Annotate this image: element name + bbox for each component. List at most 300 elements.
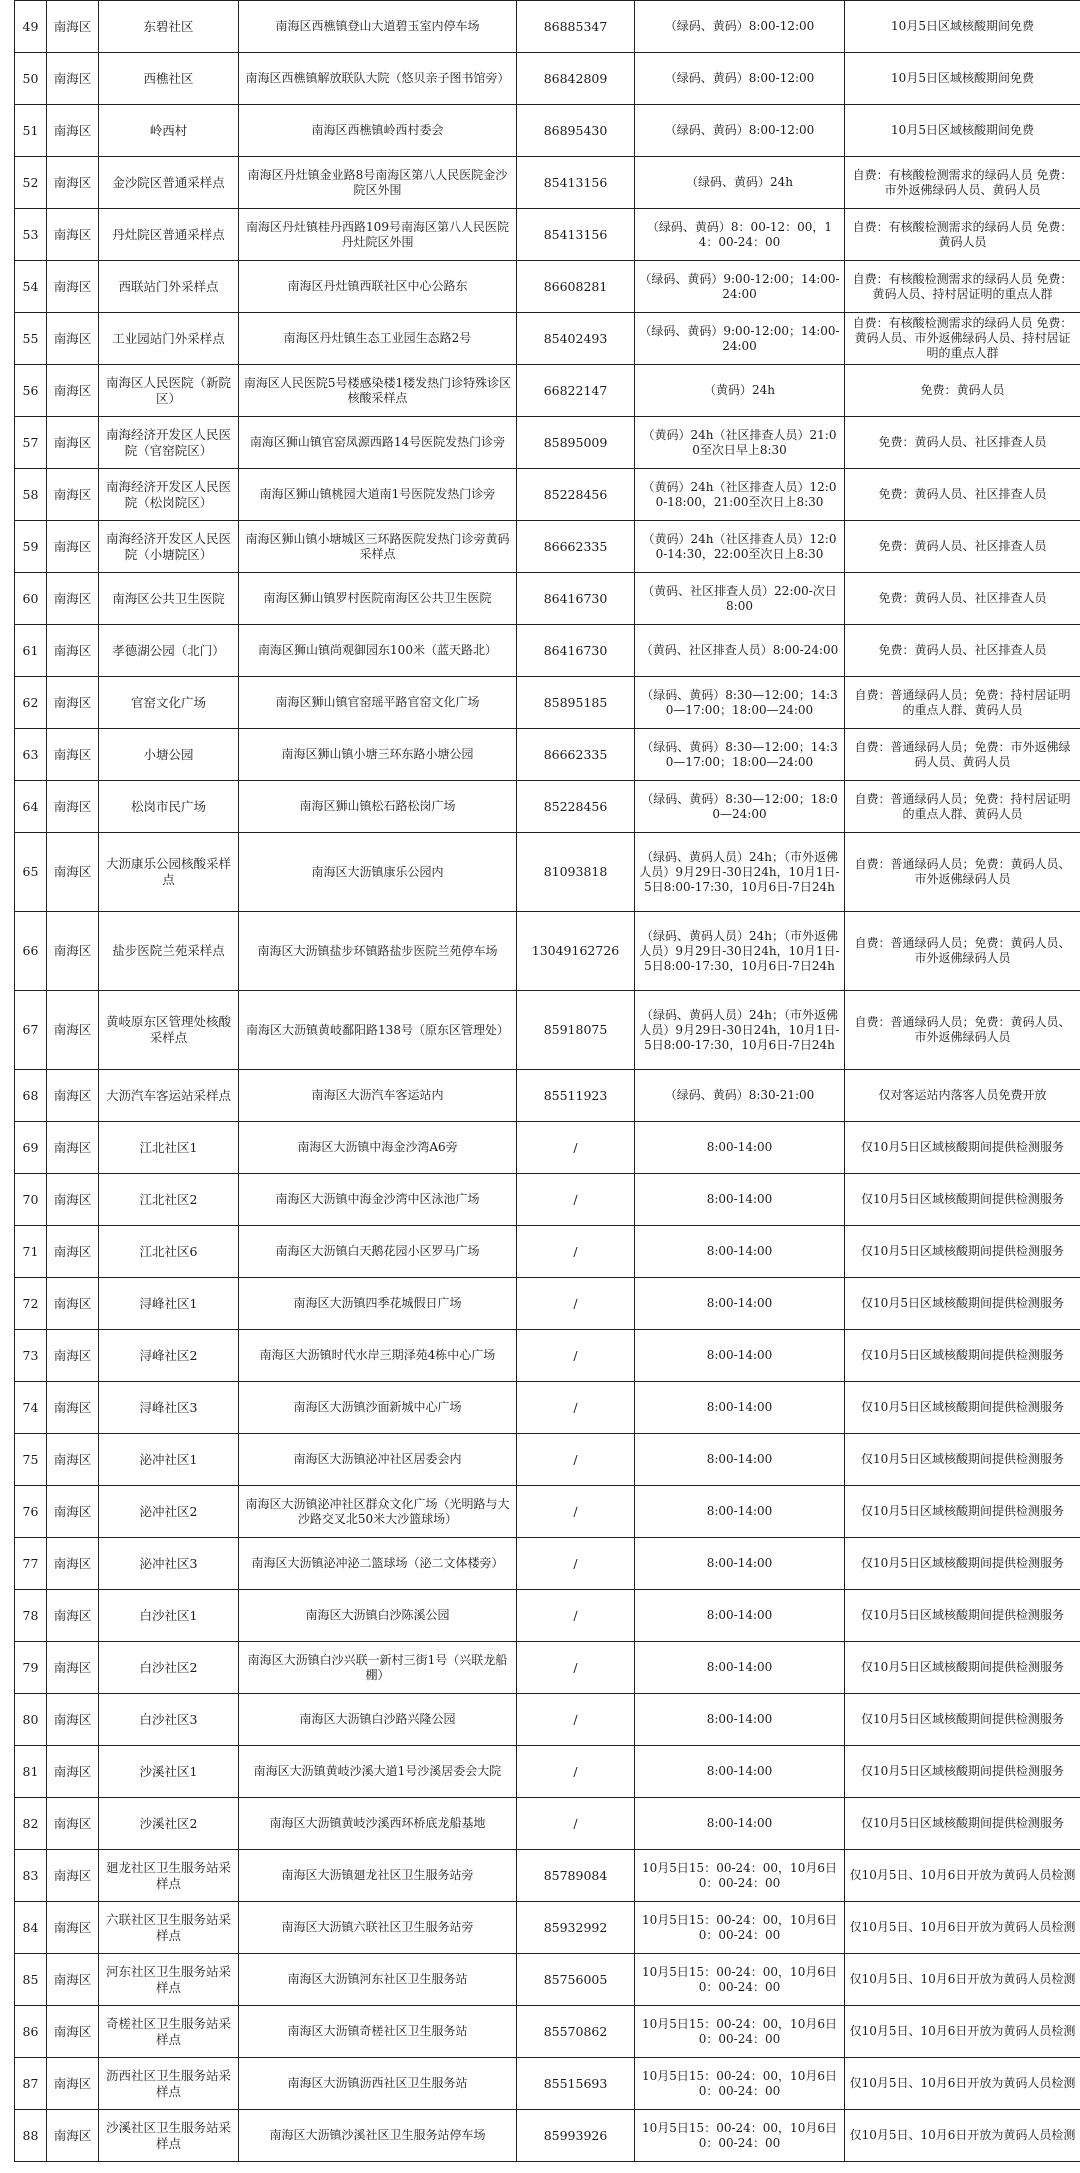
- table-row: [15, 2110, 1080, 2162]
- row-number: 49: [15, 1, 47, 53]
- site-name-cell: 黄岐原东区管理处核酸采样点: [99, 991, 239, 1070]
- hours-cell: （绿码、黄码）8:30—12:00；14:30—17:00；18:00—24:00: [635, 729, 845, 781]
- row-number: 51: [15, 105, 47, 157]
- phone-cell: 86895430: [517, 105, 635, 157]
- row-number: 75: [15, 1434, 47, 1486]
- hours-cell: （绿码、黄码）8:30-21:00: [635, 1070, 845, 1122]
- row-number: 68: [15, 1070, 47, 1122]
- address-cell: 南海区大沥镇白沙兴联一新村三街1号（兴联龙船棚）: [239, 1642, 517, 1694]
- phone-cell: 86416730: [517, 573, 635, 625]
- table-row: [15, 1902, 1080, 1954]
- hours-cell: 8:00-14:00: [635, 1590, 845, 1642]
- table-row: [15, 1538, 1080, 1590]
- phone-cell: 86608281: [517, 261, 635, 313]
- hours-cell: 8:00-14:00: [635, 1226, 845, 1278]
- site-name-cell: 沙溪社区2: [99, 1798, 239, 1850]
- site-name-cell: 官窑文化广场: [99, 677, 239, 729]
- address-cell: 南海区狮山镇罗村医院南海区公共卫生医院: [239, 573, 517, 625]
- note-cell: 免费：黄码人员、社区排查人员: [845, 625, 1080, 677]
- phone-cell: 85402493: [517, 313, 635, 365]
- address-cell: 南海区大沥镇四季花城假日广场: [239, 1278, 517, 1330]
- phone-cell: 86662335: [517, 521, 635, 573]
- row-number: 54: [15, 261, 47, 313]
- table-row: [15, 991, 1080, 1070]
- address-cell: 南海区大沥镇黄岐沙溪大道1号沙溪居委会大院: [239, 1746, 517, 1798]
- hours-cell: 8:00-14:00: [635, 1434, 845, 1486]
- note-cell: 仅10月5日区域核酸期间提供检测服务: [845, 1434, 1080, 1486]
- site-name-cell: 岭西村: [99, 105, 239, 157]
- table-row: [15, 157, 1080, 209]
- note-cell: 自费：普通绿码人员；免费：黄码人员、市外返佛绿码人员: [845, 991, 1080, 1070]
- note-cell: 仅10月5日区域核酸期间提供检测服务: [845, 1538, 1080, 1590]
- table-row: [15, 912, 1080, 991]
- district-cell: 南海区: [47, 2110, 99, 2162]
- row-number: 83: [15, 1850, 47, 1902]
- district-cell: 南海区: [47, 105, 99, 157]
- phone-cell: 81093818: [517, 833, 635, 912]
- row-number: 71: [15, 1226, 47, 1278]
- note-cell: 10月5日区域核酸期间免费: [845, 105, 1080, 157]
- phone-cell: /: [517, 1434, 635, 1486]
- note-cell: 仅10月5日区域核酸期间提供检测服务: [845, 1122, 1080, 1174]
- district-cell: 南海区: [47, 1902, 99, 1954]
- note-cell: 免费：黄码人员、社区排查人员: [845, 573, 1080, 625]
- address-cell: 南海区大沥镇中海金沙湾A6旁: [239, 1122, 517, 1174]
- hours-cell: （绿码、黄码）8:00-12:00: [635, 1, 845, 53]
- row-number: 55: [15, 313, 47, 365]
- district-cell: 南海区: [47, 1382, 99, 1434]
- address-cell: 南海区大沥镇黄岐沙溪西环桥底龙船基地: [239, 1798, 517, 1850]
- address-cell: 南海区丹灶镇金业路8号南海区第八人民医院金沙院区外围: [239, 157, 517, 209]
- site-name-cell: 丹灶院区普通采样点: [99, 209, 239, 261]
- row-number: 65: [15, 833, 47, 912]
- note-cell: 仅10月5日区域核酸期间提供检测服务: [845, 1174, 1080, 1226]
- table-row: [15, 1174, 1080, 1226]
- district-cell: 南海区: [47, 1, 99, 53]
- hours-cell: 10月5日15：00-24：00，10月6日0：00-24：00: [635, 2110, 845, 2162]
- table-row: [15, 1070, 1080, 1122]
- note-cell: 自费：普通绿码人员；免费：黄码人员、市外返佛绿码人员: [845, 912, 1080, 991]
- hours-cell: （黄码、社区排查人员）8:00-24:00: [635, 625, 845, 677]
- address-cell: 南海区狮山镇官窑瑶平路官窑文化广场: [239, 677, 517, 729]
- site-name-cell: 白沙社区2: [99, 1642, 239, 1694]
- row-number: 69: [15, 1122, 47, 1174]
- site-name-cell: 金沙院区普通采样点: [99, 157, 239, 209]
- address-cell: 南海区大沥汽车客运站内: [239, 1070, 517, 1122]
- district-cell: 南海区: [47, 573, 99, 625]
- site-name-cell: 工业园站门外采样点: [99, 313, 239, 365]
- note-cell: 仅10月5日区域核酸期间提供检测服务: [845, 1694, 1080, 1746]
- table-row: [15, 209, 1080, 261]
- phone-cell: 66822147: [517, 365, 635, 417]
- site-name-cell: 南海经济开发区人民医院（松岗院区）: [99, 469, 239, 521]
- address-cell: 南海区大沥镇沙面新城中心广场: [239, 1382, 517, 1434]
- row-number: 88: [15, 2110, 47, 2162]
- row-number: 62: [15, 677, 47, 729]
- hours-cell: 8:00-14:00: [635, 1174, 845, 1226]
- hours-cell: （黄码、社区排查人员）22:00-次日8:00: [635, 573, 845, 625]
- hours-cell: 8:00-14:00: [635, 1382, 845, 1434]
- address-cell: 南海区大沥镇廻龙社区卫生服务站旁: [239, 1850, 517, 1902]
- table-row: [15, 1954, 1080, 2006]
- district-cell: 南海区: [47, 1538, 99, 1590]
- note-cell: 自费：普通绿码人员；免费：黄码人员、市外返佛绿码人员: [845, 833, 1080, 912]
- row-number: 78: [15, 1590, 47, 1642]
- hours-cell: （黄码）24h: [635, 365, 845, 417]
- hours-cell: 8:00-14:00: [635, 1694, 845, 1746]
- phone-cell: /: [517, 1174, 635, 1226]
- row-number: 73: [15, 1330, 47, 1382]
- phone-cell: /: [517, 1486, 635, 1538]
- site-name-cell: 大沥康乐公园核酸采样点: [99, 833, 239, 912]
- address-cell: 南海区大沥镇泌冲社区群众文化广场（光明路与大沙路交叉北50米大沙篮球场）: [239, 1486, 517, 1538]
- testing-sites-table-sheet: [14, 0, 1080, 2173]
- table-row: [15, 729, 1080, 781]
- address-cell: 南海区丹灶镇西联社区中心公路东: [239, 261, 517, 313]
- site-name-cell: 大沥汽车客运站采样点: [99, 1070, 239, 1122]
- row-number: 87: [15, 2058, 47, 2110]
- note-cell: 仅10月5日区域核酸期间提供检测服务: [845, 1330, 1080, 1382]
- row-number: 53: [15, 209, 47, 261]
- address-cell: 南海区狮山镇松石路松岗广场: [239, 781, 517, 833]
- hours-cell: 8:00-14:00: [635, 1538, 845, 1590]
- address-cell: 南海区西樵镇登山大道碧玉室内停车场: [239, 1, 517, 53]
- note-cell: 仅10月5日、10月6日开放为黄码人员检测: [845, 1850, 1080, 1902]
- site-name-cell: 泌冲社区2: [99, 1486, 239, 1538]
- district-cell: 南海区: [47, 53, 99, 105]
- hours-cell: （绿码、黄码）8：00-12：00，14：00-24：00: [635, 209, 845, 261]
- address-cell: 南海区丹灶镇生态工业园生态路2号: [239, 313, 517, 365]
- phone-cell: 85515693: [517, 2058, 635, 2110]
- row-number: 76: [15, 1486, 47, 1538]
- hours-cell: （黄码）24h（社区排查人员）12:00-14:30，22:00至次日上8:30: [635, 521, 845, 573]
- district-cell: 南海区: [47, 261, 99, 313]
- hours-cell: （绿码、黄码）8:30—12:00；18:00—24:00: [635, 781, 845, 833]
- row-number: 66: [15, 912, 47, 991]
- district-cell: 南海区: [47, 729, 99, 781]
- hours-cell: （绿码、黄码）8:00-12:00: [635, 105, 845, 157]
- site-name-cell: 孝德湖公园（北门）: [99, 625, 239, 677]
- district-cell: 南海区: [47, 2058, 99, 2110]
- hours-cell: 8:00-14:00: [635, 1278, 845, 1330]
- note-cell: 自费：有核酸检测需求的绿码人员 免费：黄码人员、市外返佛绿码人员、持村居证明的重点人群: [845, 313, 1080, 365]
- row-number: 80: [15, 1694, 47, 1746]
- hours-cell: （绿码、黄码人员）24h；（市外返佛人员）9月29日-30日24h，10月1日-5日8:00-17:30，10月6日-7日24h: [635, 912, 845, 991]
- site-name-cell: 江北社区2: [99, 1174, 239, 1226]
- phone-cell: /: [517, 1538, 635, 1590]
- district-cell: 南海区: [47, 1278, 99, 1330]
- testing-sites-table: [14, 0, 1080, 2162]
- note-cell: 仅10月5日区域核酸期间提供检测服务: [845, 1486, 1080, 1538]
- table-row: [15, 365, 1080, 417]
- hours-cell: 10月5日15：00-24：00，10月6日0：00-24：00: [635, 1902, 845, 1954]
- district-cell: 南海区: [47, 1590, 99, 1642]
- note-cell: 仅10月5日区域核酸期间提供检测服务: [845, 1590, 1080, 1642]
- table-row: [15, 105, 1080, 157]
- phone-cell: /: [517, 1590, 635, 1642]
- address-cell: 南海区大沥镇白天鹅花园小区罗马广场: [239, 1226, 517, 1278]
- site-name-cell: 河东社区卫生服务站采样点: [99, 1954, 239, 2006]
- district-cell: 南海区: [47, 157, 99, 209]
- phone-cell: /: [517, 1798, 635, 1850]
- district-cell: 南海区: [47, 1226, 99, 1278]
- address-cell: 南海区大沥镇泌冲泌二篮球场（泌二文体楼旁）: [239, 1538, 517, 1590]
- district-cell: 南海区: [47, 625, 99, 677]
- phone-cell: 85413156: [517, 157, 635, 209]
- phone-cell: 85918075: [517, 991, 635, 1070]
- note-cell: 10月5日区域核酸期间免费: [845, 1, 1080, 53]
- district-cell: 南海区: [47, 781, 99, 833]
- address-cell: 南海区大沥镇白沙陈溪公园: [239, 1590, 517, 1642]
- district-cell: 南海区: [47, 1486, 99, 1538]
- district-cell: 南海区: [47, 521, 99, 573]
- hours-cell: 8:00-14:00: [635, 1798, 845, 1850]
- hours-cell: （绿码、黄码）8:00-12:00: [635, 53, 845, 105]
- note-cell: 自费：有核酸检测需求的绿码人员 免费：黄码人员: [845, 209, 1080, 261]
- district-cell: 南海区: [47, 209, 99, 261]
- district-cell: 南海区: [47, 1746, 99, 1798]
- phone-cell: 86885347: [517, 1, 635, 53]
- district-cell: 南海区: [47, 677, 99, 729]
- address-cell: 南海区人民医院5号楼感染楼1楼发热门诊特殊诊区核酸采样点: [239, 365, 517, 417]
- site-name-cell: 泌冲社区1: [99, 1434, 239, 1486]
- note-cell: 免费：黄码人员: [845, 365, 1080, 417]
- district-cell: 南海区: [47, 1070, 99, 1122]
- phone-cell: 86842809: [517, 53, 635, 105]
- hours-cell: 8:00-14:00: [635, 1330, 845, 1382]
- table-row: [15, 677, 1080, 729]
- phone-cell: /: [517, 1330, 635, 1382]
- phone-cell: 85511923: [517, 1070, 635, 1122]
- district-cell: 南海区: [47, 417, 99, 469]
- row-number: 57: [15, 417, 47, 469]
- row-number: 60: [15, 573, 47, 625]
- note-cell: 10月5日区域核酸期间免费: [845, 53, 1080, 105]
- address-cell: 南海区大沥镇白沙路兴隆公园: [239, 1694, 517, 1746]
- phone-cell: 85789084: [517, 1850, 635, 1902]
- table-row: [15, 781, 1080, 833]
- address-cell: 南海区狮山镇小塘三环东路小塘公园: [239, 729, 517, 781]
- district-cell: 南海区: [47, 1122, 99, 1174]
- table-row: [15, 53, 1080, 105]
- note-cell: 仅10月5日、10月6日开放为黄码人员检测: [845, 1902, 1080, 1954]
- district-cell: 南海区: [47, 1434, 99, 1486]
- row-number: 84: [15, 1902, 47, 1954]
- district-cell: 南海区: [47, 912, 99, 991]
- note-cell: 自费：普通绿码人员；免费：持村居证明的重点人群、黄码人员: [845, 781, 1080, 833]
- table-row: [15, 313, 1080, 365]
- phone-cell: /: [517, 1746, 635, 1798]
- phone-cell: 85228456: [517, 469, 635, 521]
- hours-cell: 8:00-14:00: [635, 1486, 845, 1538]
- phone-cell: /: [517, 1642, 635, 1694]
- note-cell: 仅10月5日区域核酸期间提供检测服务: [845, 1382, 1080, 1434]
- phone-cell: 85895009: [517, 417, 635, 469]
- hours-cell: （绿码、黄码）9:00-12:00；14:00-24:00: [635, 261, 845, 313]
- row-number: 72: [15, 1278, 47, 1330]
- address-cell: 南海区大沥镇奇槎社区卫生服务站: [239, 2006, 517, 2058]
- table-row: [15, 1746, 1080, 1798]
- table-row: [15, 1850, 1080, 1902]
- site-name-cell: 南海区公共卫生医院: [99, 573, 239, 625]
- district-cell: 南海区: [47, 2006, 99, 2058]
- site-name-cell: 西樵社区: [99, 53, 239, 105]
- row-number: 63: [15, 729, 47, 781]
- site-name-cell: 沙溪社区卫生服务站采样点: [99, 2110, 239, 2162]
- row-number: 50: [15, 53, 47, 105]
- row-number: 79: [15, 1642, 47, 1694]
- site-name-cell: 沥西社区卫生服务站采样点: [99, 2058, 239, 2110]
- table-row: [15, 2058, 1080, 2110]
- address-cell: 南海区狮山镇尚观御园东100米（蓝天路北）: [239, 625, 517, 677]
- hours-cell: 10月5日15：00-24：00，10月6日0：00-24：00: [635, 2006, 845, 2058]
- note-cell: 仅10月5日区域核酸期间提供检测服务: [845, 1278, 1080, 1330]
- table-row: [15, 417, 1080, 469]
- address-cell: 南海区大沥镇康乐公园内: [239, 833, 517, 912]
- district-cell: 南海区: [47, 1330, 99, 1382]
- hours-cell: 8:00-14:00: [635, 1746, 845, 1798]
- district-cell: 南海区: [47, 1954, 99, 2006]
- address-cell: 南海区大沥镇黄岐鄱阳路138号（原东区管理处）: [239, 991, 517, 1070]
- row-number: 81: [15, 1746, 47, 1798]
- table-row: [15, 625, 1080, 677]
- row-number: 58: [15, 469, 47, 521]
- table-row: [15, 1330, 1080, 1382]
- table-row: [15, 261, 1080, 313]
- phone-cell: 85228456: [517, 781, 635, 833]
- row-number: 70: [15, 1174, 47, 1226]
- table-row: [15, 1798, 1080, 1850]
- hours-cell: 8:00-14:00: [635, 1642, 845, 1694]
- site-name-cell: 南海经济开发区人民医院（官窑院区）: [99, 417, 239, 469]
- note-cell: 自费：有核酸检测需求的绿码人员 免费：市外返佛绿码人员、黄码人员: [845, 157, 1080, 209]
- address-cell: 南海区西樵镇岭西村委会: [239, 105, 517, 157]
- note-cell: 仅对客运站内落客人员免费开放: [845, 1070, 1080, 1122]
- district-cell: 南海区: [47, 833, 99, 912]
- phone-cell: /: [517, 1122, 635, 1174]
- site-name-cell: 江北社区6: [99, 1226, 239, 1278]
- note-cell: 仅10月5日区域核酸期间提供检测服务: [845, 1798, 1080, 1850]
- address-cell: 南海区大沥镇中海金沙湾中区泳池广场: [239, 1174, 517, 1226]
- hours-cell: （绿码、黄码）9:00-12:00；14:00-24:00: [635, 313, 845, 365]
- address-cell: 南海区大沥镇盐步环镇路盐步医院兰苑停车场: [239, 912, 517, 991]
- table-row: [15, 2006, 1080, 2058]
- site-name-cell: 江北社区1: [99, 1122, 239, 1174]
- address-cell: 南海区狮山镇官窑凤源西路14号医院发热门诊旁: [239, 417, 517, 469]
- phone-cell: 85895185: [517, 677, 635, 729]
- row-number: 77: [15, 1538, 47, 1590]
- note-cell: 仅10月5日、10月6日开放为黄码人员检测: [845, 2058, 1080, 2110]
- address-cell: 南海区狮山镇小塘城区三环路医院发热门诊旁黄码采样点: [239, 521, 517, 573]
- row-number: 86: [15, 2006, 47, 2058]
- site-name-cell: 小塘公园: [99, 729, 239, 781]
- row-number: 82: [15, 1798, 47, 1850]
- table-row: [15, 1434, 1080, 1486]
- note-cell: 免费：黄码人员、社区排查人员: [845, 469, 1080, 521]
- row-number: 52: [15, 157, 47, 209]
- address-cell: 南海区大沥镇沥西社区卫生服务站: [239, 2058, 517, 2110]
- hours-cell: （黄码）24h（社区排查人员）12:00-18:00，21:00至次日上8:30: [635, 469, 845, 521]
- phone-cell: 13049162726: [517, 912, 635, 991]
- note-cell: 自费：有核酸检测需求的绿码人员 免费：黄码人员、持村居证明的重点人群: [845, 261, 1080, 313]
- site-name-cell: 泌冲社区3: [99, 1538, 239, 1590]
- phone-cell: 85413156: [517, 209, 635, 261]
- table-row: [15, 521, 1080, 573]
- site-name-cell: 奇槎社区卫生服务站采样点: [99, 2006, 239, 2058]
- row-number: 74: [15, 1382, 47, 1434]
- table-row: [15, 1642, 1080, 1694]
- note-cell: 自费：普通绿码人员；免费：持村居证明的重点人群、黄码人员: [845, 677, 1080, 729]
- hours-cell: （绿码、黄码）8:30—12:00；14:30—17:00；18:00—24:00: [635, 677, 845, 729]
- district-cell: 南海区: [47, 1694, 99, 1746]
- hours-cell: （绿码、黄码）24h: [635, 157, 845, 209]
- address-cell: 南海区大沥镇泌冲社区居委会内: [239, 1434, 517, 1486]
- phone-cell: /: [517, 1278, 635, 1330]
- note-cell: 仅10月5日区域核酸期间提供检测服务: [845, 1746, 1080, 1798]
- table-row: [15, 573, 1080, 625]
- hours-cell: 10月5日15：00-24：00，10月6日0：00-24：00: [635, 2058, 845, 2110]
- address-cell: 南海区丹灶镇桂丹西路109号南海区第八人民医院丹灶院区外围: [239, 209, 517, 261]
- table-row: [15, 1, 1080, 53]
- hours-cell: （绿码、黄码人员）24h；（市外返佛人员）9月29日-30日24h，10月1日-5日8:00-17:30，10月6日-7日24h: [635, 833, 845, 912]
- note-cell: 仅10月5日区域核酸期间提供检测服务: [845, 1642, 1080, 1694]
- address-cell: 南海区大沥镇时代水岸三期泽苑4栋中心广场: [239, 1330, 517, 1382]
- site-name-cell: 南海区人民医院（新院区）: [99, 365, 239, 417]
- address-cell: 南海区狮山镇桃园大道南1号医院发热门诊旁: [239, 469, 517, 521]
- site-name-cell: 东碧社区: [99, 1, 239, 53]
- site-name-cell: 浔峰社区1: [99, 1278, 239, 1330]
- row-number: 85: [15, 1954, 47, 2006]
- row-number: 59: [15, 521, 47, 573]
- note-cell: 仅10月5日、10月6日开放为黄码人员检测: [845, 2006, 1080, 2058]
- phone-cell: /: [517, 1382, 635, 1434]
- district-cell: 南海区: [47, 1174, 99, 1226]
- table-row: [15, 833, 1080, 912]
- address-cell: 南海区大沥镇河东社区卫生服务站: [239, 1954, 517, 2006]
- row-number: 64: [15, 781, 47, 833]
- site-name-cell: 松岗市民广场: [99, 781, 239, 833]
- table-row: [15, 1486, 1080, 1538]
- district-cell: 南海区: [47, 365, 99, 417]
- address-cell: 南海区大沥镇沙溪社区卫生服务站停车场: [239, 2110, 517, 2162]
- site-name-cell: 沙溪社区1: [99, 1746, 239, 1798]
- address-cell: 南海区大沥镇六联社区卫生服务站旁: [239, 1902, 517, 1954]
- district-cell: 南海区: [47, 1798, 99, 1850]
- hours-cell: （黄码）24h（社区排查人员）21:00至次日早上8:30: [635, 417, 845, 469]
- phone-cell: 85993926: [517, 2110, 635, 2162]
- hours-cell: 8:00-14:00: [635, 1122, 845, 1174]
- site-name-cell: 浔峰社区2: [99, 1330, 239, 1382]
- district-cell: 南海区: [47, 991, 99, 1070]
- table-row: [15, 1122, 1080, 1174]
- site-name-cell: 南海经济开发区人民医院（小塘院区）: [99, 521, 239, 573]
- hours-cell: （绿码、黄码人员）24h；（市外返佛人员）9月29日-30日24h，10月1日-5日8:00-17:30，10月6日-7日24h: [635, 991, 845, 1070]
- phone-cell: 85756005: [517, 1954, 635, 2006]
- district-cell: 南海区: [47, 1642, 99, 1694]
- phone-cell: 86662335: [517, 729, 635, 781]
- table-row: [15, 1694, 1080, 1746]
- table-row: [15, 469, 1080, 521]
- hours-cell: 10月5日15：00-24：00，10月6日0：00-24：00: [635, 1850, 845, 1902]
- phone-cell: 86416730: [517, 625, 635, 677]
- note-cell: 免费：黄码人员、社区排查人员: [845, 521, 1080, 573]
- table-row: [15, 1226, 1080, 1278]
- site-name-cell: 盐步医院兰苑采样点: [99, 912, 239, 991]
- table-row: [15, 1382, 1080, 1434]
- note-cell: 仅10月5日区域核酸期间提供检测服务: [845, 1226, 1080, 1278]
- phone-cell: /: [517, 1694, 635, 1746]
- table-body: [15, 1, 1080, 2162]
